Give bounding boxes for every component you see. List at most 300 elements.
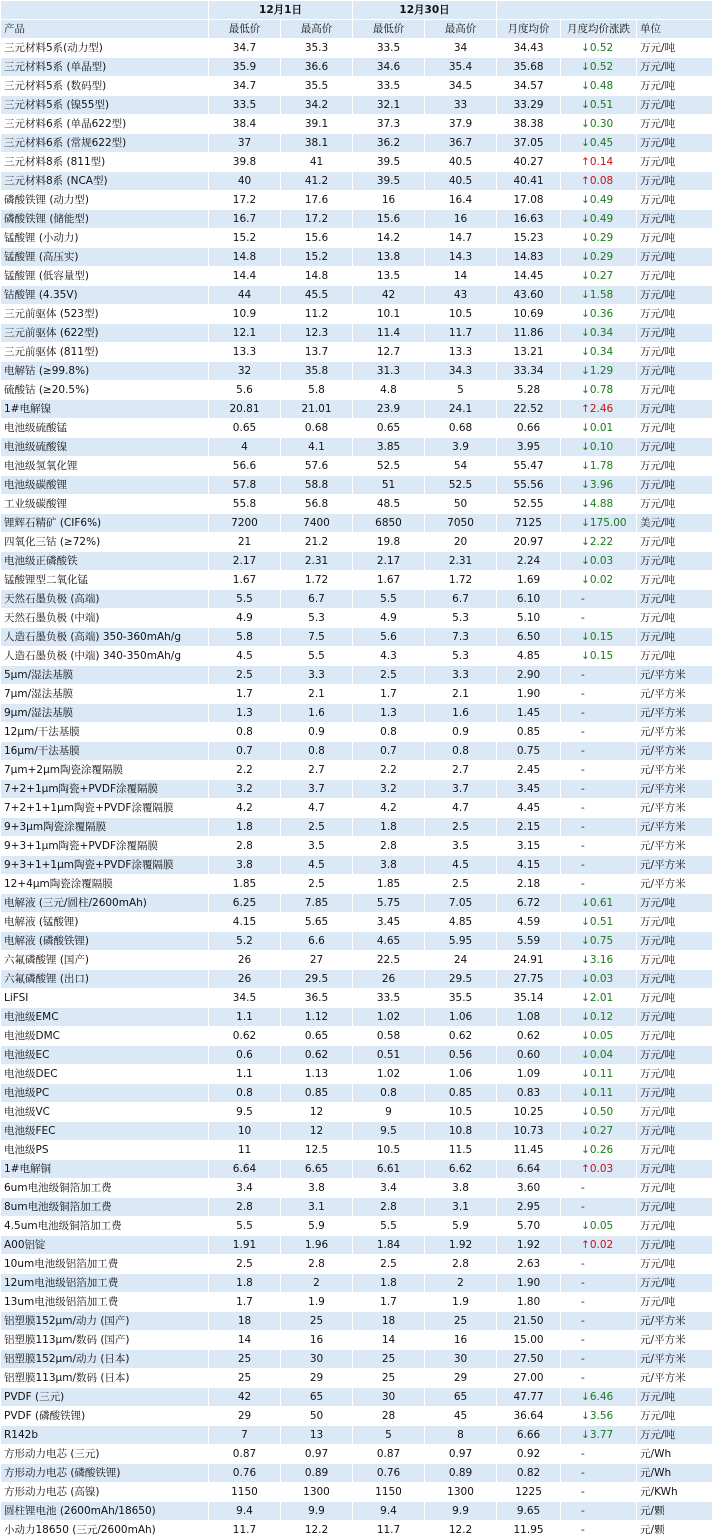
col-header-avg: 月度均价: [497, 20, 561, 39]
monthly-average: 5.28: [497, 381, 561, 400]
header-date-row: [1, 1, 712, 20]
monthly-change: ↓0.05: [561, 1217, 637, 1236]
high-price-1: 3.3: [281, 666, 353, 685]
product-name: 人造石墨负极 (中端) 340-350mAh/g: [1, 647, 209, 666]
monthly-average: 9.65: [497, 1502, 561, 1521]
high-price-1: 57.6: [281, 457, 353, 476]
monthly-change: ↓0.52: [561, 39, 637, 58]
low-price-1: 4.15: [209, 913, 281, 932]
high-price-1: 1.72: [281, 571, 353, 590]
monthly-average: 2.45: [497, 761, 561, 780]
table-row: [1, 438, 712, 457]
high-price-2: 10.8: [425, 1122, 497, 1141]
monthly-change: ↓0.49: [561, 210, 637, 229]
table-row: [1, 913, 712, 932]
table-row: [1, 704, 712, 723]
unit: 万元/吨: [637, 1198, 712, 1217]
unit: 元/平方米: [637, 723, 712, 742]
unit: 元/平方米: [637, 799, 712, 818]
monthly-change: ↓0.34: [561, 343, 637, 362]
monthly-average: 40.27: [497, 153, 561, 172]
high-price-2: 16: [425, 1331, 497, 1350]
table-row: [1, 1046, 712, 1065]
unit: 元/平方米: [637, 1369, 712, 1388]
low-price-2: 2.8: [353, 837, 425, 856]
high-price-2: 1300: [425, 1483, 497, 1502]
low-price-2: 6.61: [353, 1160, 425, 1179]
high-price-1: 5.8: [281, 381, 353, 400]
unit: 万元/吨: [637, 1027, 712, 1046]
high-price-2: 14.7: [425, 229, 497, 248]
low-price-2: 11.7: [353, 1521, 425, 1540]
table-row: [1, 362, 712, 381]
high-price-1: 7400: [281, 514, 353, 533]
product-name: 电池级硫酸锰: [1, 419, 209, 438]
high-price-2: 24.1: [425, 400, 497, 419]
unit: 元/平方米: [637, 704, 712, 723]
low-price-1: 3.4: [209, 1179, 281, 1198]
high-price-2: 2.8: [425, 1255, 497, 1274]
high-price-1: 2.5: [281, 818, 353, 837]
monthly-change: ↓0.36: [561, 305, 637, 324]
unit: 万元/吨: [637, 1407, 712, 1426]
table-row: [1, 248, 712, 267]
low-price-1: 5.8: [209, 628, 281, 647]
unit: 万元/吨: [637, 248, 712, 267]
unit: 元/平方米: [637, 1331, 712, 1350]
high-price-1: 16: [281, 1331, 353, 1350]
high-price-2: 6.62: [425, 1160, 497, 1179]
low-price-2: 13.8: [353, 248, 425, 267]
low-price-1: 5.6: [209, 381, 281, 400]
table-row: [1, 1065, 712, 1084]
product-name: 四氧化三钴 (≥72%): [1, 533, 209, 552]
monthly-change: ↑0.08: [561, 172, 637, 191]
high-price-1: 36.6: [281, 58, 353, 77]
unit: 万元/吨: [637, 552, 712, 571]
monthly-change: -: [561, 799, 637, 818]
product-name: 电池级EC: [1, 1046, 209, 1065]
high-price-1: 5.5: [281, 647, 353, 666]
high-price-1: 2.1: [281, 685, 353, 704]
monthly-average: 2.24: [497, 552, 561, 571]
table-row: [1, 552, 712, 571]
table-row: [1, 837, 712, 856]
high-price-2: 4.5: [425, 856, 497, 875]
monthly-change: -: [561, 1331, 637, 1350]
high-price-1: 45.5: [281, 286, 353, 305]
low-price-2: 3.2: [353, 780, 425, 799]
high-price-1: 0.8: [281, 742, 353, 761]
monthly-average: 11.86: [497, 324, 561, 343]
unit: 万元/吨: [637, 647, 712, 666]
monthly-average: 4.15: [497, 856, 561, 875]
monthly-change: ↑0.02: [561, 1236, 637, 1255]
monthly-average: 13.21: [497, 343, 561, 362]
product-name: 8um电池级铜箔加工费: [1, 1198, 209, 1217]
product-name: 小动力18650 (三元/2600mAh): [1, 1521, 209, 1540]
high-price-2: 3.9: [425, 438, 497, 457]
product-name: 电池级氢氧化锂: [1, 457, 209, 476]
monthly-change: ↓0.45: [561, 134, 637, 153]
high-price-1: 5.3: [281, 609, 353, 628]
high-price-1: 29.5: [281, 970, 353, 989]
monthly-change: ↓0.11: [561, 1065, 637, 1084]
low-price-2: 1150: [353, 1483, 425, 1502]
monthly-average: 0.82: [497, 1464, 561, 1483]
low-price-1: 56.6: [209, 457, 281, 476]
table-row: [1, 191, 712, 210]
low-price-2: 32.1: [353, 96, 425, 115]
table-row: [1, 989, 712, 1008]
high-price-2: 54: [425, 457, 497, 476]
table-row: [1, 1369, 712, 1388]
unit: 万元/吨: [637, 571, 712, 590]
monthly-average: 6.66: [497, 1426, 561, 1445]
high-price-2: 50: [425, 495, 497, 514]
low-price-2: 1.8: [353, 1274, 425, 1293]
product-name: 锰酸锂 (小动力): [1, 229, 209, 248]
high-price-1: 7.85: [281, 894, 353, 913]
col-header-product: 产品: [1, 20, 209, 39]
monthly-average: 10.25: [497, 1103, 561, 1122]
table-row: [1, 324, 712, 343]
low-price-2: 23.9: [353, 400, 425, 419]
low-price-2: 39.5: [353, 172, 425, 191]
low-price-2: 4.2: [353, 799, 425, 818]
unit: 万元/吨: [637, 381, 712, 400]
product-name: 六氟磷酸锂 (国产): [1, 951, 209, 970]
monthly-average: 4.59: [497, 913, 561, 932]
low-price-1: 25: [209, 1369, 281, 1388]
low-price-1: 1150: [209, 1483, 281, 1502]
monthly-change: ↓0.11: [561, 1084, 637, 1103]
product-name: 电池级碳酸锂: [1, 476, 209, 495]
low-price-2: 0.65: [353, 419, 425, 438]
monthly-change: -: [561, 875, 637, 894]
low-price-2: 18: [353, 1312, 425, 1331]
table-row: [1, 1027, 712, 1046]
product-name: 9μm/湿法基膜: [1, 704, 209, 723]
monthly-average: 6.72: [497, 894, 561, 913]
product-name: 三元材料6系 (单晶622型): [1, 115, 209, 134]
product-name: 硫酸钴 (≥20.5%): [1, 381, 209, 400]
low-price-1: 2.5: [209, 1255, 281, 1274]
table-row: [1, 799, 712, 818]
low-price-1: 16.7: [209, 210, 281, 229]
low-price-1: 26: [209, 951, 281, 970]
low-price-1: 3.8: [209, 856, 281, 875]
monthly-average: 43.60: [497, 286, 561, 305]
product-name: 三元材料6系 (常规622型): [1, 134, 209, 153]
unit: 万元/吨: [637, 1141, 712, 1160]
unit: 万元/吨: [637, 1179, 712, 1198]
unit: 万元/吨: [637, 1293, 712, 1312]
monthly-change: -: [561, 837, 637, 856]
product-name: A00铝锭: [1, 1236, 209, 1255]
monthly-change: ↓0.03: [561, 552, 637, 571]
table-row: [1, 1008, 712, 1027]
monthly-average: 1.90: [497, 1274, 561, 1293]
low-price-2: 0.58: [353, 1027, 425, 1046]
low-price-2: 5.6: [353, 628, 425, 647]
monthly-average: 52.55: [497, 495, 561, 514]
monthly-average: 35.68: [497, 58, 561, 77]
unit: 万元/吨: [637, 1426, 712, 1445]
high-price-2: 10.5: [425, 305, 497, 324]
high-price-2: 5: [425, 381, 497, 400]
low-price-2: 25: [353, 1369, 425, 1388]
unit: 万元/吨: [637, 77, 712, 96]
high-price-1: 4.5: [281, 856, 353, 875]
monthly-average: 4.85: [497, 647, 561, 666]
high-price-1: 1.96: [281, 1236, 353, 1255]
high-price-1: 1300: [281, 1483, 353, 1502]
low-price-2: 3.85: [353, 438, 425, 457]
product-name: 16μm/干法基膜: [1, 742, 209, 761]
product-name: 6um电池级铜箔加工费: [1, 1179, 209, 1198]
monthly-change: ↓0.51: [561, 913, 637, 932]
low-price-1: 42: [209, 1388, 281, 1407]
monthly-average: 38.38: [497, 115, 561, 134]
unit: 万元/吨: [637, 1274, 712, 1293]
product-name: 三元材料8系 (811型): [1, 153, 209, 172]
table-body: [1, 39, 712, 1540]
monthly-change: ↓6.46: [561, 1388, 637, 1407]
high-price-1: 36.5: [281, 989, 353, 1008]
product-name: 锰酸锂 (低容量型): [1, 267, 209, 286]
low-price-1: 0.8: [209, 1084, 281, 1103]
monthly-average: 33.29: [497, 96, 561, 115]
col-header-change: 月度均价涨跌: [561, 20, 637, 39]
low-price-1: 6.25: [209, 894, 281, 913]
unit: 万元/吨: [637, 1103, 712, 1122]
monthly-average: 40.41: [497, 172, 561, 191]
monthly-average: 0.85: [497, 723, 561, 742]
low-price-1: 2.17: [209, 552, 281, 571]
monthly-average: 36.64: [497, 1407, 561, 1426]
unit: 万元/吨: [637, 400, 712, 419]
low-price-2: 51: [353, 476, 425, 495]
low-price-1: 15.2: [209, 229, 281, 248]
low-price-1: 2.2: [209, 761, 281, 780]
high-price-1: 6.6: [281, 932, 353, 951]
table-row: [1, 932, 712, 951]
product-name: 电池级DEC: [1, 1065, 209, 1084]
low-price-2: 9: [353, 1103, 425, 1122]
high-price-2: 7050: [425, 514, 497, 533]
monthly-average: 14.83: [497, 248, 561, 267]
high-price-1: 0.65: [281, 1027, 353, 1046]
high-price-2: 4.7: [425, 799, 497, 818]
low-price-2: 26: [353, 970, 425, 989]
product-name: 磷酸铁锂 (动力型): [1, 191, 209, 210]
product-name: PVDF (三元): [1, 1388, 209, 1407]
low-price-2: 25: [353, 1350, 425, 1369]
unit: 万元/吨: [637, 628, 712, 647]
low-price-1: 38.4: [209, 115, 281, 134]
product-name: 铝塑膜152μm/动力 (国产): [1, 1312, 209, 1331]
header-date-1: 12月1日: [209, 1, 353, 20]
low-price-1: 7: [209, 1426, 281, 1445]
high-price-1: 30: [281, 1350, 353, 1369]
high-price-1: 56.8: [281, 495, 353, 514]
monthly-change: ↓0.27: [561, 267, 637, 286]
low-price-2: 11.4: [353, 324, 425, 343]
high-price-2: 34.5: [425, 77, 497, 96]
unit: 万元/吨: [637, 1236, 712, 1255]
table-row: [1, 1160, 712, 1179]
high-price-1: 41: [281, 153, 353, 172]
high-price-1: 12.3: [281, 324, 353, 343]
table-row: [1, 628, 712, 647]
high-price-2: 36.7: [425, 134, 497, 153]
unit: 万元/吨: [637, 476, 712, 495]
high-price-2: 1.06: [425, 1008, 497, 1027]
unit: 元/平方米: [637, 666, 712, 685]
high-price-2: 5.3: [425, 647, 497, 666]
high-price-1: 17.6: [281, 191, 353, 210]
high-price-1: 11.2: [281, 305, 353, 324]
table-row: [1, 153, 712, 172]
high-price-2: 20: [425, 533, 497, 552]
high-price-2: 14: [425, 267, 497, 286]
product-name: 电池级EMC: [1, 1008, 209, 1027]
unit: 元/平方米: [637, 742, 712, 761]
col-header-low-1: 最低价: [209, 20, 281, 39]
low-price-1: 40: [209, 172, 281, 191]
low-price-1: 17.2: [209, 191, 281, 210]
monthly-change: -: [561, 1502, 637, 1521]
unit: 美元/吨: [637, 514, 712, 533]
header-date-2: 12月30日: [353, 1, 497, 20]
monthly-average: 1.92: [497, 1236, 561, 1255]
product-name: 三元材料5系 (数码型): [1, 77, 209, 96]
monthly-average: 10.69: [497, 305, 561, 324]
unit: 万元/吨: [637, 419, 712, 438]
monthly-average: 20.97: [497, 533, 561, 552]
high-price-2: 3.5: [425, 837, 497, 856]
low-price-2: 3.45: [353, 913, 425, 932]
monthly-change: -: [561, 590, 637, 609]
monthly-change: -: [561, 1483, 637, 1502]
table-row: [1, 305, 712, 324]
high-price-2: 2.1: [425, 685, 497, 704]
monthly-average: 15.00: [497, 1331, 561, 1350]
table-row: [1, 761, 712, 780]
high-price-2: 3.1: [425, 1198, 497, 1217]
product-name: 1#电解镍: [1, 400, 209, 419]
table-row: [1, 286, 712, 305]
high-price-1: 58.8: [281, 476, 353, 495]
monthly-average: 11.95: [497, 1521, 561, 1540]
low-price-1: 2.8: [209, 1198, 281, 1217]
unit: 万元/吨: [637, 1065, 712, 1084]
low-price-1: 5.2: [209, 932, 281, 951]
unit: 元/平方米: [637, 818, 712, 837]
high-price-1: 2.5: [281, 875, 353, 894]
low-price-2: 16: [353, 191, 425, 210]
monthly-average: 33.34: [497, 362, 561, 381]
high-price-2: 65: [425, 1388, 497, 1407]
high-price-1: 3.8: [281, 1179, 353, 1198]
table-row: [1, 343, 712, 362]
high-price-2: 12.2: [425, 1521, 497, 1540]
low-price-2: 33.5: [353, 77, 425, 96]
table-row: [1, 419, 712, 438]
monthly-change: ↓3.77: [561, 1426, 637, 1445]
low-price-1: 14.4: [209, 267, 281, 286]
high-price-1: 0.85: [281, 1084, 353, 1103]
low-price-2: 2.17: [353, 552, 425, 571]
high-price-1: 50: [281, 1407, 353, 1426]
low-price-1: 34.5: [209, 989, 281, 1008]
high-price-2: 3.3: [425, 666, 497, 685]
monthly-average: 5.59: [497, 932, 561, 951]
high-price-2: 16: [425, 210, 497, 229]
table-row: [1, 875, 712, 894]
low-price-1: 10: [209, 1122, 281, 1141]
monthly-average: 3.95: [497, 438, 561, 457]
table-row: [1, 970, 712, 989]
low-price-1: 25: [209, 1350, 281, 1369]
high-price-2: 25: [425, 1312, 497, 1331]
unit: 万元/吨: [637, 913, 712, 932]
high-price-1: 38.1: [281, 134, 353, 153]
monthly-change: -: [561, 685, 637, 704]
product-name: 1#电解铜: [1, 1160, 209, 1179]
monthly-average: 2.18: [497, 875, 561, 894]
high-price-2: 2.5: [425, 818, 497, 837]
unit: 万元/吨: [637, 609, 712, 628]
low-price-1: 4.2: [209, 799, 281, 818]
low-price-2: 5.5: [353, 590, 425, 609]
high-price-2: 14.3: [425, 248, 497, 267]
high-price-2: 0.85: [425, 1084, 497, 1103]
product-name: 三元前驱体 (811型): [1, 343, 209, 362]
low-price-1: 10.9: [209, 305, 281, 324]
table-row: [1, 1502, 712, 1521]
monthly-average: 27.50: [497, 1350, 561, 1369]
low-price-1: 1.1: [209, 1065, 281, 1084]
table-row: [1, 609, 712, 628]
high-price-2: 35.4: [425, 58, 497, 77]
monthly-change: ↓0.15: [561, 628, 637, 647]
product-name: 电池级VC: [1, 1103, 209, 1122]
unit: 万元/吨: [637, 970, 712, 989]
high-price-2: 40.5: [425, 172, 497, 191]
low-price-1: 21: [209, 533, 281, 552]
high-price-2: 40.5: [425, 153, 497, 172]
high-price-2: 3.8: [425, 1179, 497, 1198]
monthly-change: -: [561, 723, 637, 742]
low-price-2: 0.51: [353, 1046, 425, 1065]
high-price-2: 33: [425, 96, 497, 115]
high-price-2: 6.7: [425, 590, 497, 609]
product-name: PVDF (磷酸铁锂): [1, 1407, 209, 1426]
col-header-low-2: 最低价: [353, 20, 425, 39]
low-price-2: 3.8: [353, 856, 425, 875]
monthly-average: 3.60: [497, 1179, 561, 1198]
monthly-average: 27.75: [497, 970, 561, 989]
high-price-1: 34.2: [281, 96, 353, 115]
low-price-2: 1.7: [353, 1293, 425, 1312]
product-name: R142b: [1, 1426, 209, 1445]
monthly-average: 3.15: [497, 837, 561, 856]
low-price-2: 5: [353, 1426, 425, 1445]
high-price-1: 6.7: [281, 590, 353, 609]
high-price-2: 29: [425, 1369, 497, 1388]
